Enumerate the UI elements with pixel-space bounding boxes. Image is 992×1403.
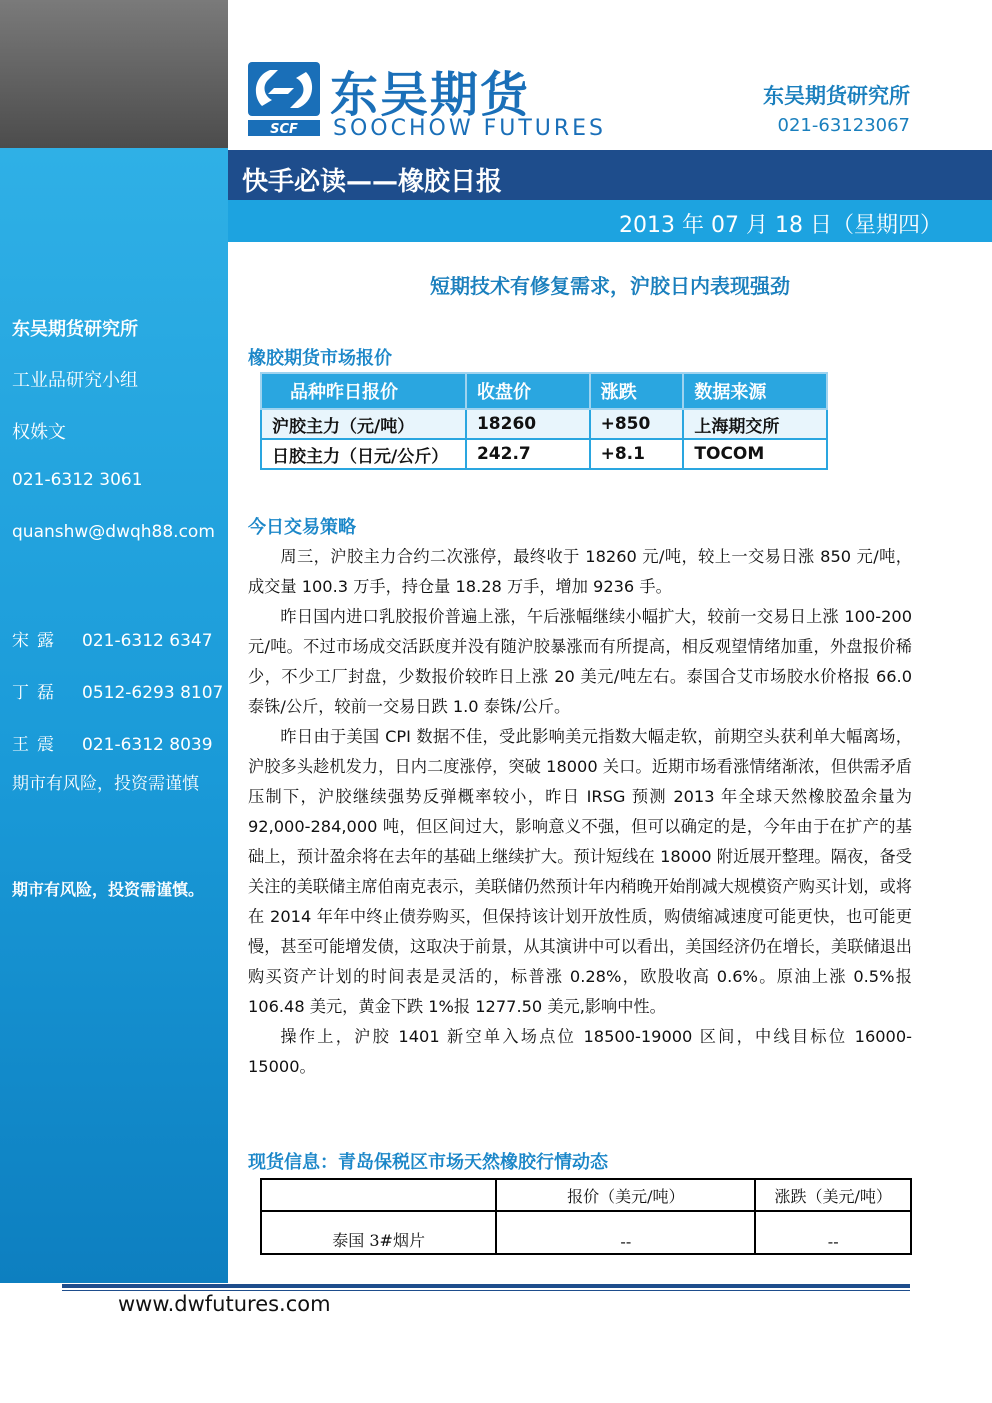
title-bar <box>228 150 992 200</box>
sidebar-author: 权姝文 <box>12 422 66 443</box>
footer-divider-thin <box>62 1290 910 1291</box>
footer-divider <box>62 1284 910 1288</box>
table-cell: 日胶主力（日元/公斤） <box>261 439 466 469</box>
table-header-cell: 收盘价 <box>466 373 590 409</box>
headline: 短期技术有修复需求，沪胶日内表现强劲 <box>430 274 790 298</box>
risk-warning: 期市有风险，投资需谨慎。 <box>12 880 205 899</box>
report-title: 快手必读——橡胶日报 <box>242 167 503 197</box>
scf-logo-icon <box>248 62 320 136</box>
paragraph: 周三，沪胶主力合约二次涨停，最终收于 18260 元/吨，较上一交易日涨 850 元/吨，成交量 100.3 万手，持仓量 18.28 万手，增加 9236 手。 <box>248 547 912 596</box>
table-header-row <box>261 373 827 409</box>
table-header-cell <box>261 1179 496 1211</box>
date-bar <box>228 200 992 242</box>
table-cell: 沪胶主力（元/吨） <box>261 409 466 439</box>
contact-name: 王震 <box>12 735 62 755</box>
contact-phone: 021-6312 8039 <box>82 735 213 755</box>
sidebar-clipped-line <box>12 774 212 794</box>
contact-name: 丁磊 <box>12 683 62 703</box>
table-header-row <box>261 1179 911 1211</box>
table-cell: +850 <box>590 409 684 439</box>
table-header-cell: 数据来源 <box>683 373 827 409</box>
section-title-spot: 现货信息：青岛保税区市场天然橡胶行情动态 <box>248 1152 608 1173</box>
brand-name-cn: 东吴期货 <box>330 67 531 123</box>
paragraph: 昨日国内进口乳胶报价普遍上涨，午后涨幅继续小幅扩大，较前一交易日上涨 100-200 元/吨。不过市场成交活跃度并没有随沪胶暴涨而有所提高，相反观望情绪加重，外盘报价稀少，不少工厂封盘，少数报价较昨日上涨 20 美元/吨左右。泰国合艾市场胶水价格报 66.0 泰铢/公斤，较前一交易日跌 1.0 泰铢/公斤。 <box>248 607 912 716</box>
table-header-cell: 涨跌（美元/吨） <box>755 1179 911 1211</box>
sidebar-group: 工业品研究小组 <box>12 370 138 391</box>
table-cell: -- <box>496 1211 755 1254</box>
sidebar-clipped-text: 期市有风险，投资需谨慎 <box>12 774 199 794</box>
table-cell: 242.7 <box>466 439 590 469</box>
section-title-strategy: 今日交易策略 <box>248 517 356 538</box>
sidebar-email[interactable]: quanshw@dwqh88.com <box>12 522 215 542</box>
table-cell: -- <box>755 1211 911 1254</box>
sidebar-phone: 021-6312 3061 <box>12 470 143 490</box>
report-date: 2013 年 07 月 18 日（星期四） <box>619 213 942 238</box>
spot-table <box>260 1178 912 1255</box>
table-header-cell: 报价（美元/吨） <box>496 1179 755 1211</box>
brand-name-en: SOOCHOW FUTURES <box>333 116 607 141</box>
sidebar-institute: 东吴期货研究所 <box>12 319 138 340</box>
paragraph: 昨日由于美国 CPI 数据不佳，受此影响美元指数大幅走软，前期空头获利单大幅离场，沪胶多头趁机发力，日内二度涨停，突破 18000 关口。近期市场看涨情绪渐浓，但供需矛盾压制下，沪胶继续强势反弹概率较小，昨日 IRSG 预测 2013 年全球天然橡胶盈余量为 92,000-284,000 吨，但区间过大，影响意义不强，但可以确定的是，今年由于在扩产的基础上，预计盈余将在去年的基础上继续扩大。预计短线在 18000 附近展开整理。隔夜，备受关注的美联储主席伯南克表示，美联储仍然预计年内稍晚开始削减大规模资产购买计划，或将在 2014 年年中终止债券购买，但保持该计划开放性质，购债缩减速度可能更快，也可能更慢，甚至可能增发债，这取决于前景，从其演讲中可以看出，美国经济仍在增长，美联储退出购买资产计划的时间表是灵活的，标普涨 0.28%，欧股收高 0.6%。原油上涨 0.5%报 106.48 美元，黄金下跌 1%报 1277.50 美元,影响中性。 <box>248 727 912 1016</box>
contact-row <box>12 730 213 755</box>
contact-phone: 0512-6293 8107 <box>82 683 224 703</box>
table-row <box>261 409 827 439</box>
table-header-cell: 品种昨日报价 <box>261 373 466 409</box>
table-cell: 18260 <box>466 409 590 439</box>
strategy-body <box>248 542 912 1082</box>
contact-phone: 021-6312 6347 <box>82 631 213 651</box>
table-row <box>261 439 827 469</box>
header-institute: 东吴期货研究所 <box>763 84 910 108</box>
table-cell: 泰国 3#烟片 <box>261 1211 496 1254</box>
contact-row <box>12 626 213 651</box>
section-title-price: 橡胶期货市场报价 <box>248 348 392 369</box>
paragraph: 操作上，沪胶 1401 新空单入场点位 18500-19000 区间，中线目标位 16000-15000。 <box>248 1027 912 1076</box>
table-cell: 上海期交所 <box>683 409 827 439</box>
table-header-cell: 涨跌 <box>590 373 684 409</box>
table-cell: TOCOM <box>683 439 827 469</box>
table-cell: +8.1 <box>590 439 684 469</box>
table-row <box>261 1211 911 1254</box>
footer-url[interactable]: www.dwfutures.com <box>118 1292 331 1316</box>
header-phone: 021-63123067 <box>777 115 910 136</box>
contact-name: 宋露 <box>12 631 62 651</box>
sidebar-top-band <box>0 0 228 148</box>
logo-text: SCF <box>270 122 298 137</box>
price-table <box>260 372 828 470</box>
contact-row <box>12 678 223 703</box>
